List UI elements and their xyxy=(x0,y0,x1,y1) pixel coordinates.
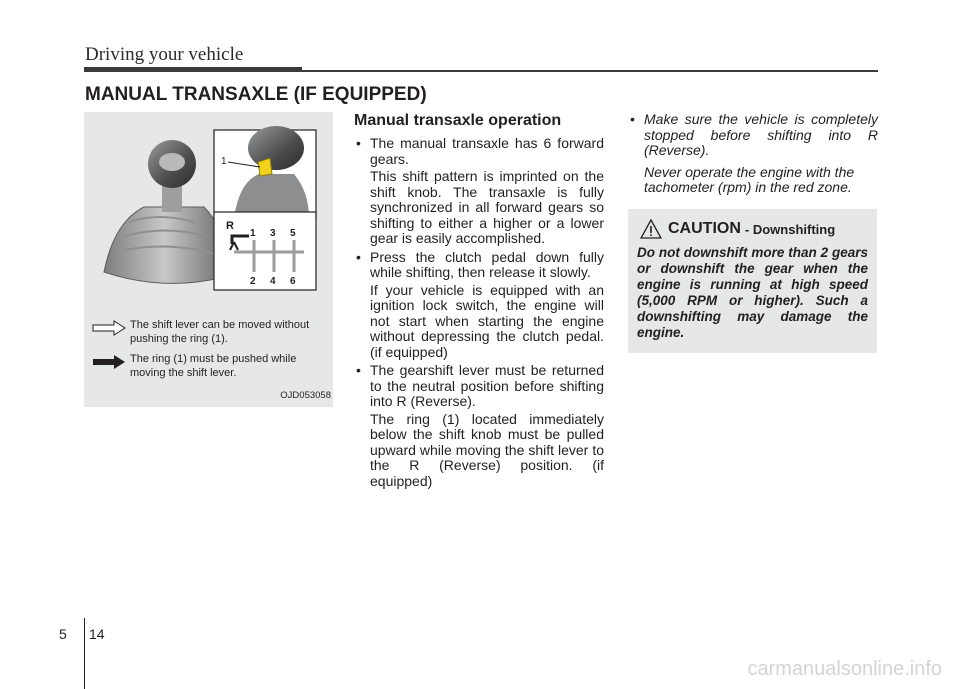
solid-arrow-icon xyxy=(92,354,126,370)
caution-text: Do not downshift more than 2 gears or downshift the gear when the engine is running at high speed (5,000 RPM or higher). Such a downshifting may damage the engine. xyxy=(637,245,868,340)
bullet-text: The gearshift lever must be returned to the neutral position before shifting into R (Reverse). xyxy=(370,362,604,409)
operation-column xyxy=(354,112,604,492)
notes-column xyxy=(628,112,878,196)
bullet-dot: • xyxy=(356,248,361,265)
legend-item-solid-arrow xyxy=(92,352,330,380)
paragraph: The ring (1) located immediately below the shift knob must be pulled upward while moving the shift lever to the R (Reverse) position. (if equipped) xyxy=(370,410,604,489)
bullet-item xyxy=(354,136,604,167)
section-title: MANUAL TRANSAXLE (IF EQUIPPED) xyxy=(85,84,427,105)
gear-2-label: 2 xyxy=(250,276,256,287)
figure-code: OJD053058 xyxy=(280,390,331,401)
bullet-text: The manual transaxle has 6 forward gears. xyxy=(370,135,604,167)
paragraph: If your vehicle is equipped with an ignition lock switch, the engine will not start when starting the engine without depressing the clutch pedal. (if equipped) xyxy=(370,281,604,360)
legend-item-outline-arrow xyxy=(92,318,330,346)
reverse-gear-label: R xyxy=(226,220,234,232)
footer-divider xyxy=(84,618,85,689)
ring-callout-label: 1 xyxy=(221,156,227,167)
header-rule-thin xyxy=(302,70,878,72)
bullet-item xyxy=(354,250,604,281)
bullet-dot: • xyxy=(356,362,361,378)
gear-shifter-illustration xyxy=(84,112,333,312)
bullet-item xyxy=(628,112,878,159)
bullet-text: Press the clutch pedal down fully while shifting, then release it slowly. xyxy=(370,248,604,280)
caution-box xyxy=(628,209,877,353)
shift-lever-figure xyxy=(84,112,333,407)
gear-6-label: 6 xyxy=(290,276,296,287)
paragraph: This shift pattern is imprinted on the shift knob. The transaxle is fully synchronized in all forward gears so shifting to either a higher or a lower gear is easily accomplished. xyxy=(370,168,604,246)
bullet-dot: • xyxy=(356,135,361,151)
watermark: carmanualsonline.info xyxy=(747,658,942,680)
subsection-title: Manual transaxle operation xyxy=(354,112,562,129)
legend-text-solid: The ring (1) must be pushed while moving the shift lever. xyxy=(130,353,297,379)
warning-triangle-icon xyxy=(640,219,662,239)
chapter-number: 5 xyxy=(59,626,67,642)
caution-label: CAUTION xyxy=(668,220,741,237)
page-number: 14 xyxy=(89,626,105,642)
bullet-item xyxy=(354,363,604,410)
gear-3-label: 3 xyxy=(270,228,276,239)
outline-arrow-icon xyxy=(92,320,126,336)
header-rule-thick xyxy=(84,67,302,72)
caution-subtitle: - Downshifting xyxy=(744,221,836,237)
gear-4-label: 4 xyxy=(270,276,276,287)
paragraph: Never operate the engine with the tachometer (rpm) in the red zone. xyxy=(644,163,855,195)
bullet-dot: • xyxy=(630,111,635,127)
legend-text-outline: The shift lever can be moved without pushing the ring (1). xyxy=(130,319,310,345)
gear-1-label: 1 xyxy=(250,228,256,239)
header-title: Driving your vehicle xyxy=(85,44,244,65)
caution-header xyxy=(640,219,835,239)
bullet-text: Make sure the vehicle is completely stopped before shifting into R (Reverse). xyxy=(644,111,878,158)
gear-5-label: 5 xyxy=(290,228,296,239)
